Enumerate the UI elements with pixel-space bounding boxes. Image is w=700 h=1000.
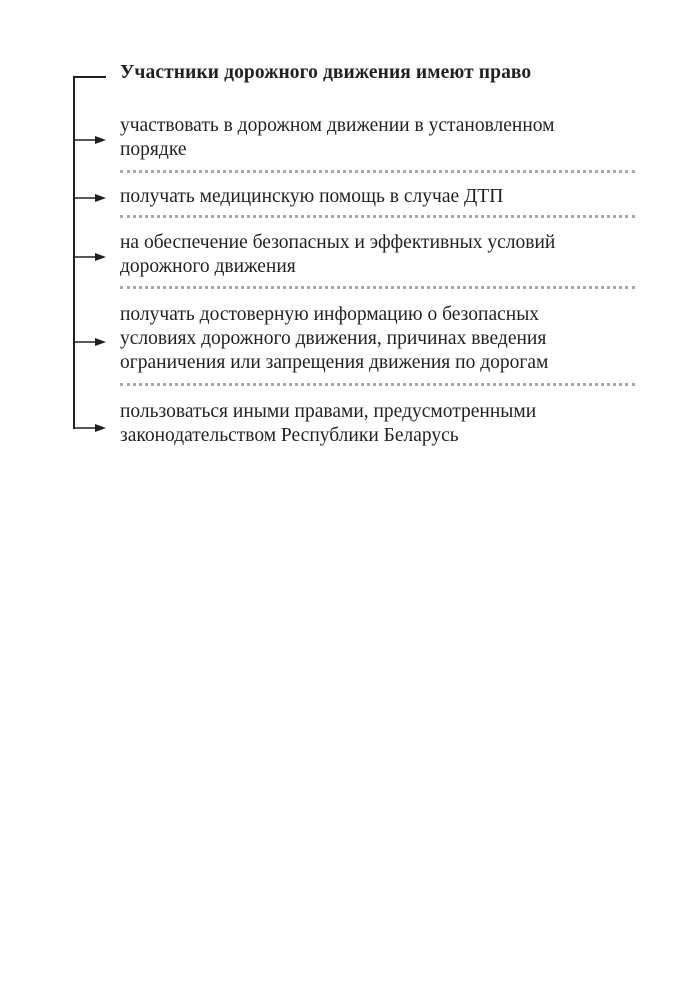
right-item-safe-conditions	[120, 231, 640, 279]
item-line: получать достоверную информацию о безопасных	[120, 304, 540, 325]
right-item-reliable-information	[120, 303, 640, 375]
item-line: условиях дорожного движения, причинах введения	[120, 328, 547, 349]
item-line: на обеспечение безопасных и эффективных условий	[120, 232, 556, 253]
connector-top-line	[73, 76, 106, 78]
item-line: участвовать в дорожном движении в установленном	[120, 115, 555, 136]
arrow-right-icon	[73, 193, 107, 203]
item-line: ограничения или запрещения движения по дорогам	[120, 352, 549, 373]
right-item-medical-help	[120, 185, 640, 209]
item-line: получать медицинскую помощь в случае ДТП	[120, 186, 504, 207]
item-line: законодательством Республики Беларусь	[120, 425, 459, 446]
dotted-separator	[120, 286, 635, 289]
arrow-right-icon	[73, 423, 107, 433]
diagram-title: Участники дорожного движения имеют право	[120, 62, 532, 83]
arrow-right-icon	[73, 135, 107, 145]
arrow-right-icon	[73, 252, 107, 262]
dotted-separator	[120, 215, 635, 218]
arrow-right-icon	[73, 337, 107, 347]
right-item-participate	[120, 114, 640, 162]
item-line: пользоваться иными правами, предусмотренными	[120, 401, 537, 422]
item-line: дорожного движения	[120, 256, 296, 277]
right-item-other-rights	[120, 400, 640, 448]
dotted-separator	[120, 383, 635, 386]
dotted-separator	[120, 170, 635, 173]
item-line: порядке	[120, 139, 187, 160]
